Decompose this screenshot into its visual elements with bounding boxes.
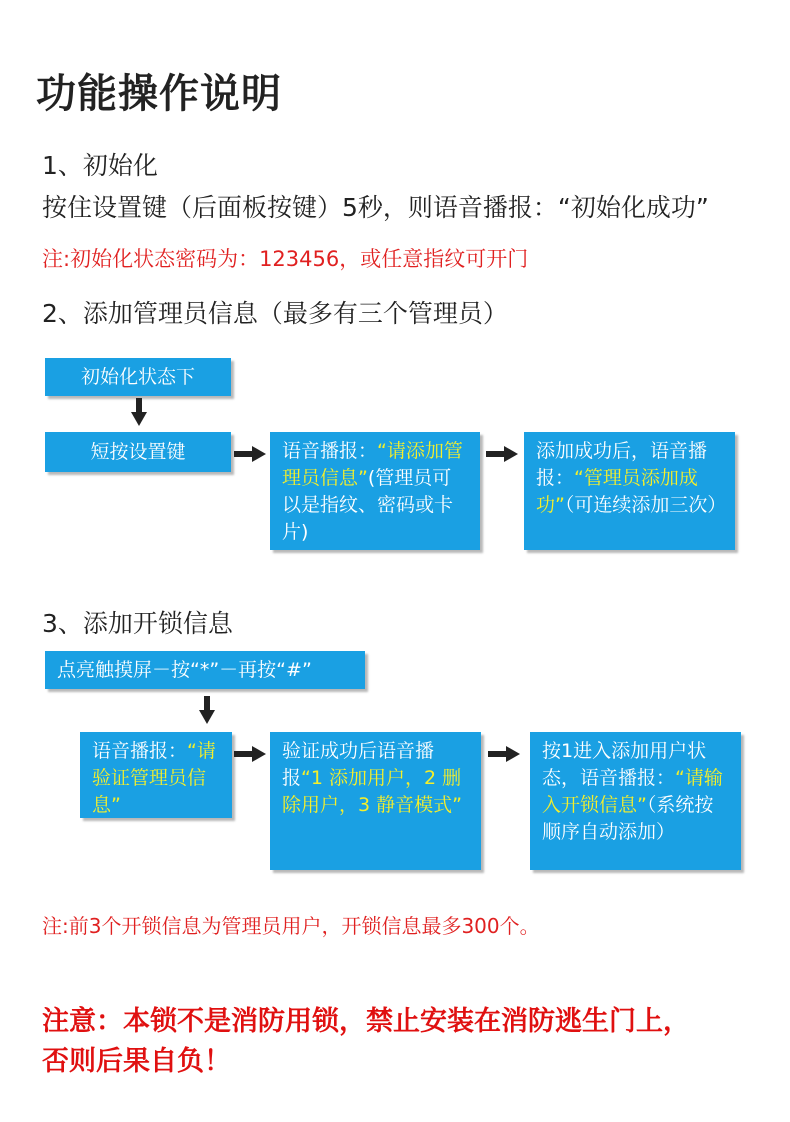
warning-line-2: 否则后果自负！ [42,1046,231,1077]
flow-box-voice-add-admin [270,432,480,550]
voice-prefix: 语音播报： [282,440,378,462]
success-hint: （可连续添加三次） [564,494,727,516]
success-prompt: “管理员添加成功” [536,467,698,516]
menu-prefix: 验证成功后语音播报 [282,740,435,789]
add-user-prefix: 按1进入添加用户状态，语音播报： [542,740,707,789]
down-arrow-icon [199,696,215,724]
warning-line-1: 注意：本锁不是消防用锁，禁止安装在消防逃生门上， [42,1006,690,1037]
verify-prompt: “请验证管理员信息” [92,740,216,816]
flow-box-admin-added [524,432,735,550]
add-user-prompt: “请输入开锁信息” [542,767,723,816]
safety-warning [42,1002,690,1082]
success-prefix: 添加成功后，语音播报： [536,440,708,489]
section-1-heading: 1、初始化 [42,151,158,180]
voice-prompt: “请添加管理员信息” [282,440,463,489]
right-arrow-icon [486,446,518,462]
section-3-heading: 3、添加开锁信息 [42,609,233,638]
down-arrow-icon [131,398,147,426]
section-3-note: 注:前3个开锁信息为管理员用户，开锁信息最多300个。 [42,914,540,938]
right-arrow-icon [488,746,520,762]
flow-box-initial-state: 初始化状态下 [45,358,231,396]
flow-box-add-user [530,732,741,870]
section-2-heading: 2、添加管理员信息（最多有三个管理员） [42,299,508,328]
right-arrow-icon [234,746,266,762]
section-1-note: 注:初始化状态密码为：123456，或任意指纹可开门 [42,247,529,271]
section-1-instruction: 按住设置键（后面板按键）5秒，则语音播报：“初始化成功” [42,193,709,222]
verify-prefix: 语音播报： [92,740,188,762]
flow-box-press-setting: 短按设置键 [45,432,231,472]
flow-box-menu-options [270,732,481,870]
menu-options-text: “1 添加用户，2 删除用户，3 静音模式” [282,767,462,816]
flow-box-touch-screen: 点亮触摸屏－按“*”－再按“#” [45,651,365,689]
voice-hint: (管理员可以是指纹、密码或卡片) [282,467,454,543]
add-user-hint: （系统按顺序自动添加） [542,794,714,843]
page-title: 功能操作说明 [36,71,282,117]
flow-box-verify-admin [80,732,232,818]
right-arrow-icon [234,446,266,462]
